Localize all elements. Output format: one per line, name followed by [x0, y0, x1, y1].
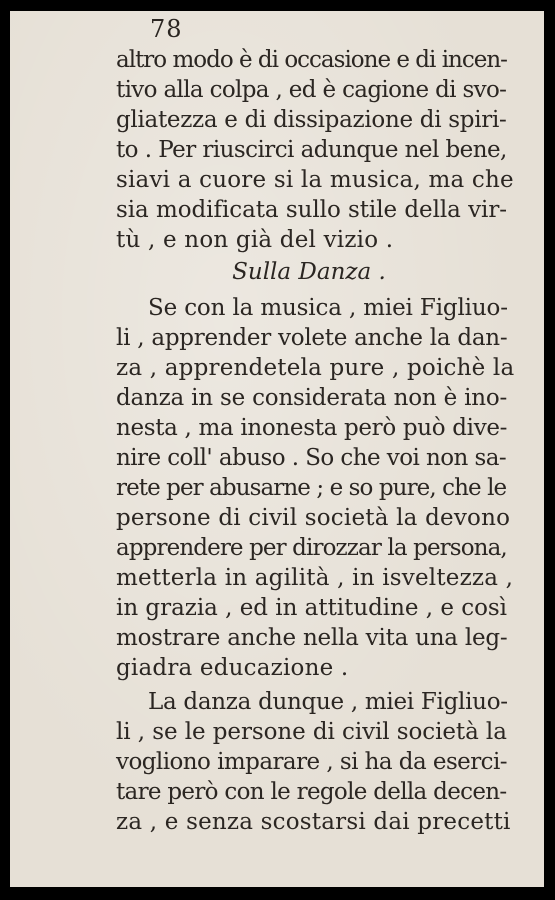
text-line: za , e senza scostarsi dai precetti	[116, 809, 511, 835]
text-line: persone di civil società la devono	[116, 505, 511, 531]
text-line: danza in se considerata non è ino-	[116, 385, 508, 411]
page-number: 78	[150, 15, 183, 43]
text-line: to . Per riuscirci adunque nel bene,	[116, 137, 507, 163]
text-line: in grazia , ed in attitudine , e così	[116, 595, 508, 621]
text-line: tare però con le regole della decen-	[116, 779, 507, 805]
text-line: li , apprender volete anche la dan-	[116, 325, 508, 351]
text-line: apprendere per dirozzar la persona,	[116, 535, 507, 561]
text-line: nesta , ma inonesta però può dive-	[116, 415, 508, 441]
text-line: mostrare anche nella vita una leg-	[116, 625, 508, 651]
text-line: tivo alla colpa , ed è cagione di svo-	[116, 77, 507, 103]
text-line: li , se le persone di civil società la	[116, 719, 507, 745]
text-line: Se con la musica , miei Figliuo-	[148, 295, 508, 321]
text-line: siavi a cuore si la musica, ma che	[116, 167, 514, 193]
text-line: nire coll' abuso . So che voi non sa-	[116, 445, 507, 471]
text-line: rete per abusarne ; e so pure, che le	[116, 475, 507, 501]
book-page	[10, 11, 544, 887]
text-line: za , apprendetela pure , poichè la	[116, 355, 515, 381]
text-line: altro modo è di occasione e di incen-	[116, 47, 507, 73]
text-line: vogliono imparare , si ha da eserci-	[116, 749, 508, 775]
text-line: sia modificata sullo stile della vir-	[116, 197, 507, 223]
text-line: La danza dunque , miei Figliuo-	[148, 689, 508, 715]
section-heading: Sulla Danza .	[232, 259, 386, 285]
text-line: gliatezza e di dissipazione di spiri-	[116, 107, 507, 133]
text-line: tù , e non già del vizio .	[116, 227, 394, 253]
text-line: giadra educazione .	[116, 655, 349, 681]
text-line: metterla in agilità , in isveltezza ,	[116, 565, 514, 591]
